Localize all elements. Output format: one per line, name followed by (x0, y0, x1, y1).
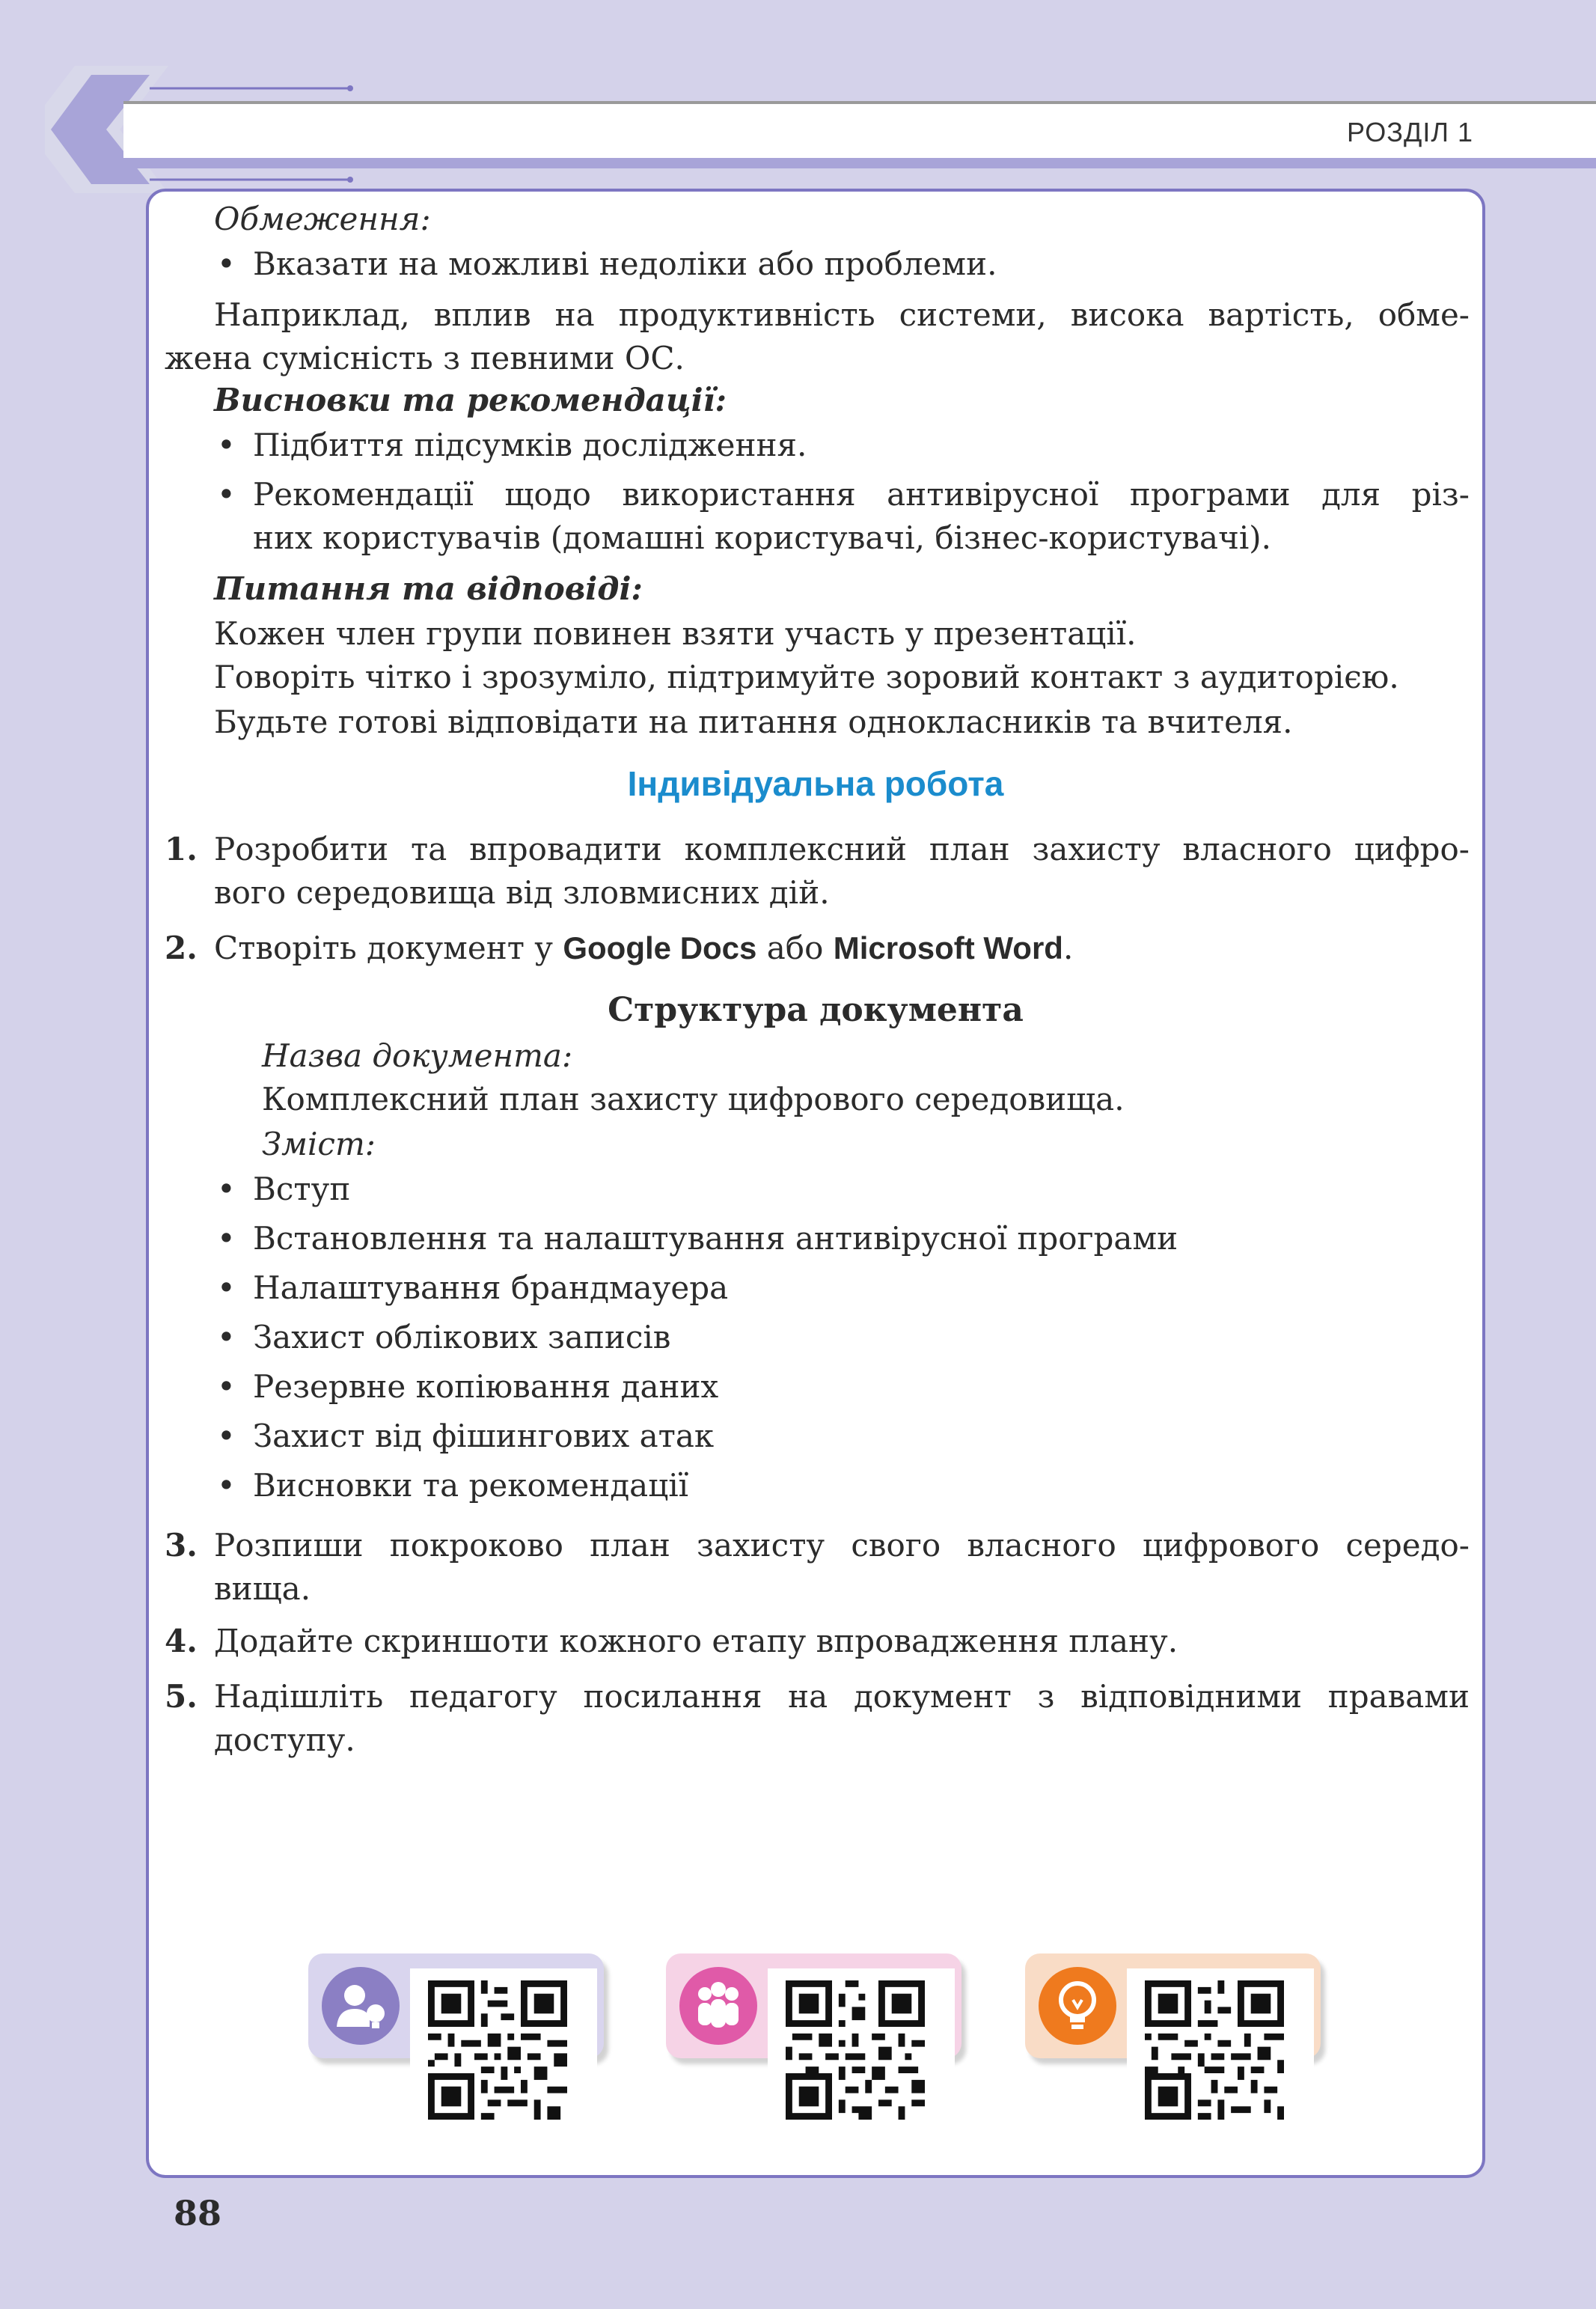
section-label: РОЗДІЛ 1 (1347, 117, 1473, 147)
conclusions-heading: Висновки та рекомендації: (214, 382, 727, 418)
example-line1: Наприклад, вплив на продуктивність системи, висока вартість, обме- (214, 296, 1470, 333)
qa-line1: Кожен член групи повинен взяти участь у презентації. (214, 615, 1137, 652)
task3-line1: Розпиши покроково план захисту свого власного цифрового середо- (214, 1527, 1470, 1564)
bullet-icon: • (217, 1368, 236, 1405)
task5-line2: доступу. (214, 1721, 355, 1758)
structure-title: Структура документа (608, 991, 1024, 1029)
bullet-icon: • (217, 245, 236, 282)
qr-code-icon[interactable] (786, 1980, 925, 2120)
bullet-icon: • (217, 1220, 236, 1257)
contents-item: Встановлення та налаштування антивірусної програми (253, 1220, 1178, 1257)
page-number: 88 (174, 2193, 222, 2233)
contents-label: Зміст: (262, 1126, 376, 1162)
app-google-docs: Google Docs (563, 930, 757, 966)
contents-item: Резервне копіювання даних (253, 1368, 719, 1405)
conclusions-bullet1: Підбиття підсумків дослідження. (253, 427, 807, 463)
doc-name-value: Комплексний план захисту цифрового середовища. (262, 1081, 1125, 1117)
bullet-icon: • (217, 1319, 236, 1355)
task5-number: 5. (165, 1678, 198, 1715)
qa-line2: Говоріть чітко і зрозуміло, підтримуйте зоровий контакт з аудиторією. (214, 659, 1399, 695)
conclusions-bullet2-line1: Рекомендації щодо використання антивірусної програми для різ- (253, 476, 1470, 513)
task2-number: 2. (165, 930, 198, 966)
limits-bullet: Вказати на можливі недоліки або проблеми. (253, 245, 997, 282)
conclusions-bullet2-line2: них користувачів (домашні користувачі, бізнес-користувачі). (253, 519, 1272, 556)
example-line2: жена сумісність з певними ОС. (165, 340, 685, 376)
bullet-icon: • (217, 1418, 236, 1454)
doc-name-label: Назва документа: (262, 1037, 573, 1074)
task3-line2: вища. (214, 1570, 311, 1607)
bullet-icon: • (217, 1171, 236, 1207)
bullet-icon: • (217, 1269, 236, 1306)
task4-line: Додайте скриншоти кожного етапу впровадження плану. (214, 1623, 1178, 1659)
task3-number: 3. (165, 1527, 198, 1564)
contents-item: Захист від фішингових атак (253, 1418, 715, 1454)
task1-line2: вого середовища від зловмисних дій. (214, 874, 830, 911)
task5-line1: Надішліть педагогу посилання на документ з відповідними правами (214, 1678, 1470, 1715)
task1-line1: Розробити та впровадити комплексний план захисту власного цифро- (214, 831, 1470, 867)
contents-item: Висновки та рекомендації (253, 1467, 689, 1504)
lightbulb-icon (1039, 1967, 1116, 2045)
bullet-icon: • (217, 1467, 236, 1504)
person-idea-icon (322, 1967, 400, 2045)
task1-number: 1. (165, 831, 198, 867)
limits-heading: Обмеження: (214, 201, 431, 237)
contents-item: Вступ (253, 1171, 351, 1207)
app-microsoft-word: Microsoft Word (833, 930, 1063, 966)
contents-item: Налаштування брандмауера (253, 1269, 729, 1306)
bullet-icon: • (217, 476, 236, 513)
group-people-icon (679, 1967, 757, 2045)
qr-code-icon[interactable] (428, 1980, 567, 2120)
qa-heading: Питання та відповіді: (214, 570, 643, 607)
header-decor-lines (150, 81, 359, 186)
qa-line3: Будьте готові відповідати на питання однокласників та вчителя. (214, 704, 1293, 740)
contents-item: Захист облікових записів (253, 1319, 671, 1355)
task4-number: 4. (165, 1623, 198, 1659)
task2-text: Створіть документ у Google Docs або Microsoft Word. (214, 930, 1074, 966)
bullet-icon: • (217, 427, 236, 463)
individual-work-title: Індивідуальна робота (627, 764, 1004, 803)
qr-code-icon[interactable] (1145, 1980, 1284, 2120)
